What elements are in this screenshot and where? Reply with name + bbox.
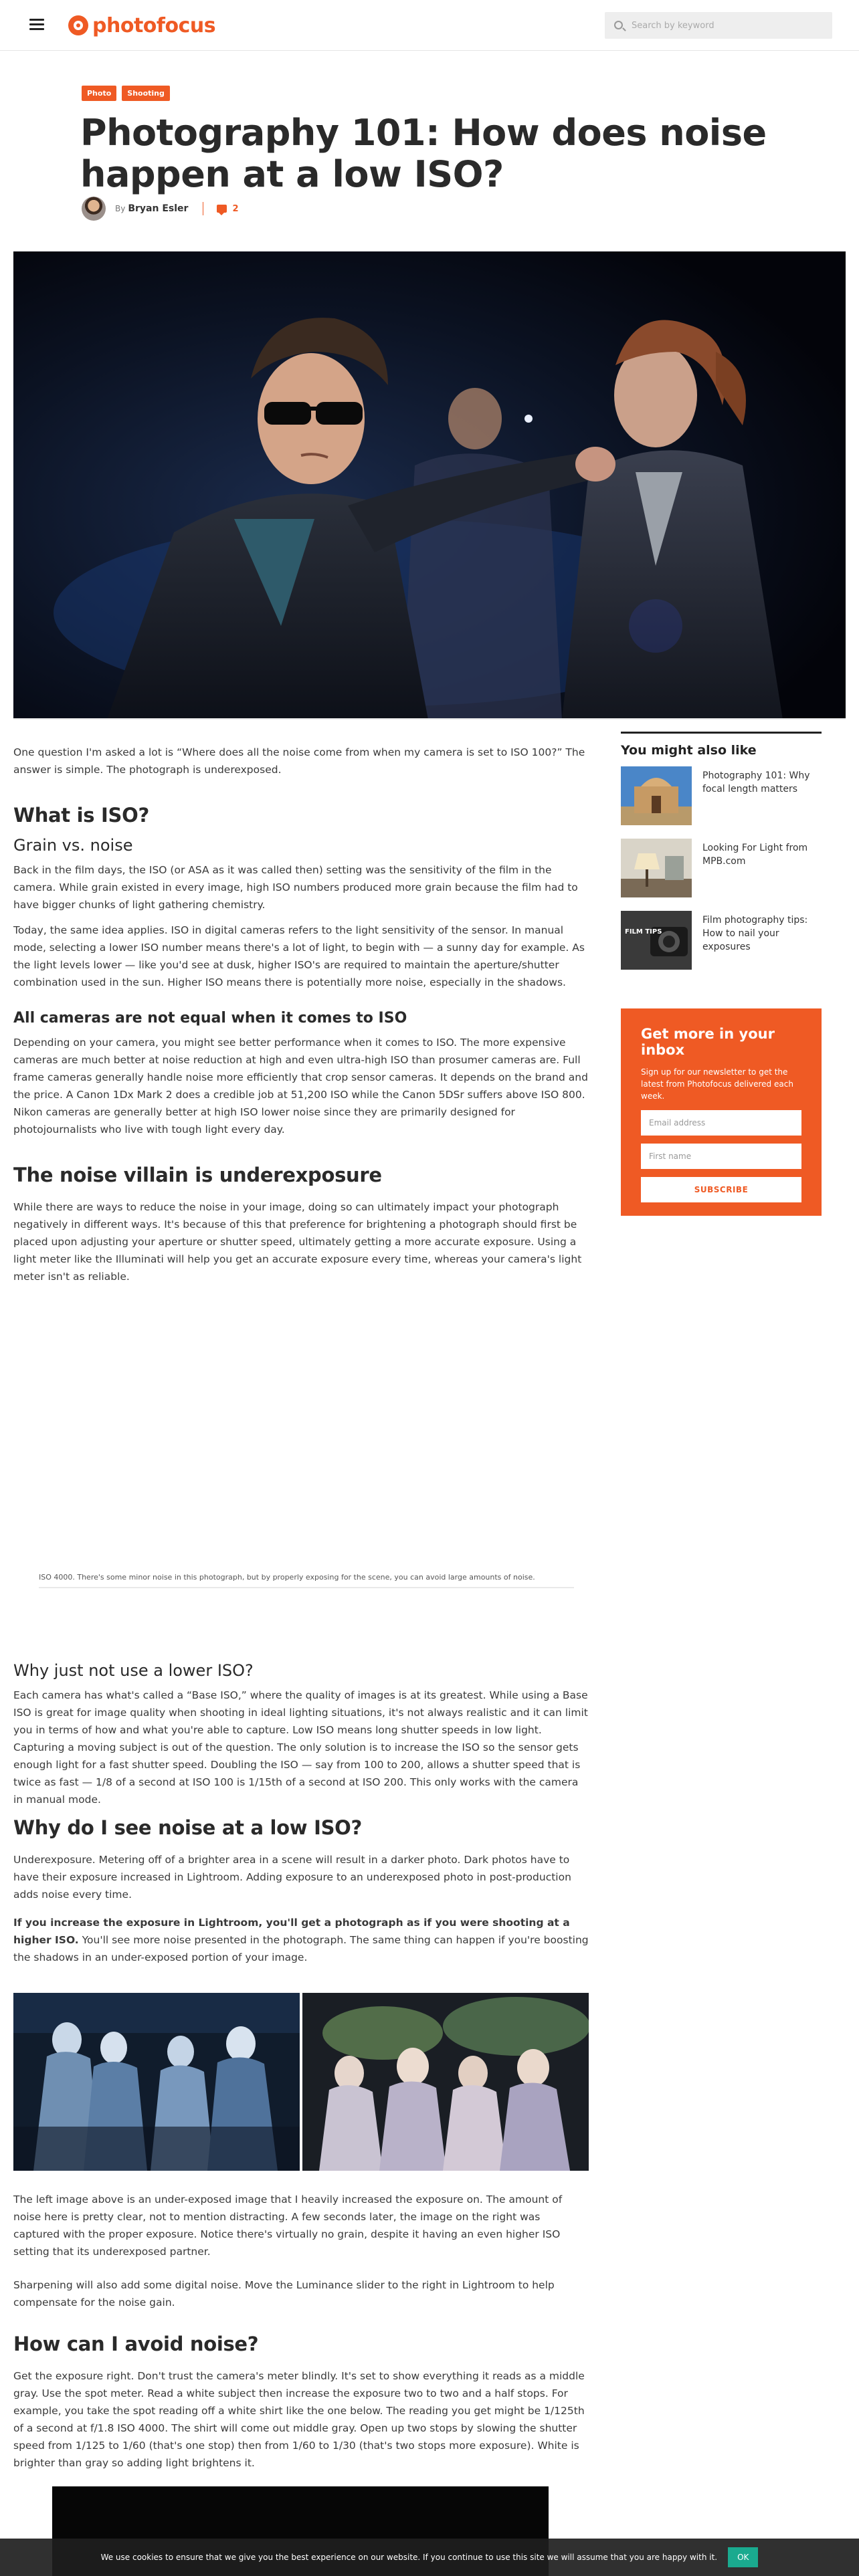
related-article[interactable] (621, 839, 822, 900)
subscribe-button[interactable]: SUBSCRIBE (641, 1177, 801, 1202)
iso-4000-example-image (27, 1291, 575, 1572)
related-thumb-3-illustration (621, 911, 692, 970)
lower-iso-paragraph: Each camera has what's called a “Base ISO,” where the quality of images is at its greatest. While using a Base ISO is great for image quality when shooting in ideal lighting situations, it's not always realistic and it can limit you in terms of how and what you're able to capture. Low ISO means long shutter speeds in low light. Capturing a moving subject is out of the question. The only solution is to increase the ISO so the sensor gets enough light for a fast shutter speed. Doubling the ISO — say from 100 to 200, allows a shutter speed that is twice as fast — 1/8 of a second at ISO 100 is 1/15th of a second at ISO 200. This only works with the camera in manual mode. (13, 1689, 588, 1806)
intro-paragraph: One question I'm asked a lot is “Where does all the noise come from when my camera is set to ISO 100?” The answer is simple. The photograph is underexposed. (13, 746, 585, 776)
heading-cameras-not-equal: All cameras are not equal when it comes to ISO (13, 1010, 407, 1027)
site-header (0, 0, 859, 51)
article-title: Photography 101: How does noise happen at a low ISO? (80, 112, 767, 195)
related-title-1[interactable]: Photography 101: Why focal length matters (702, 770, 810, 794)
comment-count[interactable]: 2 (232, 203, 239, 214)
why-paragraph-1: Underexposure. Metering off of a brighter area in a scene will result in a darker photo. Dark photos have to have their exposure increased in Lightroom. Adding exposure to an underexposed photo in post-production adds noise every time. (13, 1854, 571, 1901)
related-thumb-2[interactable] (621, 839, 692, 897)
heading-avoid-noise: How can I avoid noise? (13, 2333, 259, 2355)
related-thumb-1[interactable] (621, 766, 692, 825)
properly-exposed-illustration (302, 1993, 589, 2171)
related-thumb-3-text: FILM TIPS (625, 928, 662, 936)
byline (82, 195, 238, 222)
left-image-paragraph: The left image above is an under-exposed image that I heavily increased the exposure on. The amount of noise here is pretty clear, not to mention distracting. A few seconds later, the image on the right was captured with the proper exposure. Notice there's virtually no grain, despite it having an even higher ISO setting that its underexposed partner. (13, 2193, 563, 2258)
heading-lower-iso: Why just not use a lower ISO? (13, 1661, 254, 1680)
sidebar-rule (621, 732, 822, 734)
heading-noise-villain: The noise villain is underexposure (13, 1164, 382, 1186)
hamburger-menu-icon[interactable] (29, 17, 44, 31)
grain-paragraph-1: Back in the film days, the ISO (or ASA as it was called then) setting was the sensitivity of the film in the camera. While grain existed in every image, high ISO numbers produced more grain because the film had to have bigger chunks of light gathering chemistry. (13, 864, 578, 911)
villain-paragraph: While there are ways to reduce the noise in your image, doing so can ultimately impact your photograph negatively in different ways. It's because of this that preference for brightening a photograph should first be placed upon adjusting your aperture or shutter speed, ultimately getting a more accurate exposure. Using a light meter like the Illuminati will help you get an accurate exposure every time, whereas your camera's light meter isn't as reliable. (13, 1201, 582, 1283)
byline-prefix: By (115, 204, 126, 213)
image-caption: ISO 4000. There's some minor noise in this photograph, but by properly exposing for the scene, you can avoid large amounts of noise. (39, 1573, 574, 1588)
grain-paragraph-2: Today, the same idea applies. ISO in digital cameras refers to the light sensitivity of the sensor. In manual mode, selecting a lower ISO number means there's a lot of light, to begin with — a sunny day for example. As the light levels lower — like you'd see at dusk, higher ISO's are required to maintain the aperture/shutter combination used in the sun. Higher ISO means there is potentially more noise, especially in the shadows. (13, 924, 585, 988)
hero-divider (13, 718, 846, 720)
related-article[interactable] (621, 766, 822, 828)
search-icon[interactable] (614, 21, 623, 29)
hero-image (13, 251, 846, 720)
site-logo[interactable] (68, 12, 215, 39)
sharpening-paragraph: Sharpening will also add some digital noise. Move the Luminance slider to the right in Lightroom to help compensate for the noise gain. (13, 2279, 555, 2309)
related-thumb-2-illustration (621, 839, 692, 897)
newsletter-email-field[interactable] (641, 1110, 801, 1136)
newsletter-text: Sign up for our newsletter to get the latest from Photofocus delivered each week. (641, 1067, 793, 1101)
hero-illustration (13, 251, 846, 720)
sidebar (621, 732, 822, 1194)
comment-icon[interactable] (217, 205, 227, 213)
heading-grain-vs-noise: Grain vs. noise (13, 836, 133, 855)
author-avatar[interactable] (82, 197, 106, 221)
underexposed-comparison-image (13, 1993, 300, 2171)
cookie-ok-button[interactable]: OK (728, 2547, 758, 2567)
underexposed-illustration (13, 1993, 300, 2171)
search-input[interactable] (632, 12, 826, 39)
heading-why-noise-low-iso: Why do I see noise at a low ISO? (13, 1816, 363, 1839)
aperture-logo-icon (68, 15, 88, 35)
cameras-paragraph: Depending on your camera, you might see better performance when it comes to ISO. The more expensive cameras are much better at noise reduction at high and even ultra-high ISO than prosumer cameras are. Full frame cameras generally handle noise more efficiently that crop sensor cameras. It depends on the brand and the price. A Canon 1Dx Mark 2 does a credible job at 51,200 ISO while the Canon 5DSr suffers above ISO 800. Nikon cameras are generally better at high ISO lower noise since they are primarily designed for photojournalists who live with tough light every day. (13, 1037, 588, 1136)
tag-photo[interactable]: Photo (82, 86, 116, 101)
why-paragraph-2-rest: You'll see more noise presented in the photograph. The same thing can happen if you're boosting the shadows in an under-exposed portion of your image. (13, 1934, 589, 1963)
related-title-2[interactable]: Looking For Light from MPB.com (702, 843, 808, 867)
heading-what-is-iso: What is ISO? (13, 804, 150, 827)
cookie-consent-bar (0, 2539, 859, 2576)
related-thumb-3[interactable] (621, 911, 692, 970)
avoid-paragraph: Get the exposure right. Don't trust the camera's meter blindly. It's set to show everything it reads as a middle gray. Use the spot meter. Read a white subject then increase the exposure two to two and a half stops. For example, you take the spot reading off a white shirt like the one below. The reading you get might be 1/125th of a second at f/1.8 ISO 4000. The shirt will come out middle gray. Open up two stops by slowing the shutter speed from 1/125 to 1/60 (that's one stop) then from 1/60 to 1/30 (that's two stops more exposure). White is brighter than gray so adding light brightens it. (13, 2370, 585, 2469)
properly-exposed-comparison-image (302, 1993, 589, 2171)
newsletter-title: Get more in your inbox (641, 1026, 775, 1058)
cookie-text: We use cookies to ensure that we give you the best experience on our website. If you continue to use this site we will assume that you are happy with it. (100, 2553, 718, 2562)
newsletter-name-field[interactable] (641, 1144, 801, 1169)
sidebar-title: You might also like (621, 743, 757, 758)
related-thumb-1-illustration (621, 766, 692, 825)
search-box (605, 12, 832, 39)
tag-shooting[interactable]: Shooting (122, 86, 170, 101)
why-paragraph-2-bold: If you increase the exposure in Lightroom, you'll get a photograph as if you were shooting at a higher ISO. (13, 1917, 570, 1946)
logo-text: photofocus (92, 13, 216, 37)
related-article[interactable] (621, 911, 822, 972)
related-title-3[interactable]: Film photography tips: How to nail your exposures (702, 915, 808, 952)
category-tags (82, 86, 170, 101)
why-paragraph-2 (13, 1914, 589, 1966)
author-name[interactable]: Bryan Esler (128, 203, 189, 214)
newsletter-box (621, 1008, 822, 1216)
